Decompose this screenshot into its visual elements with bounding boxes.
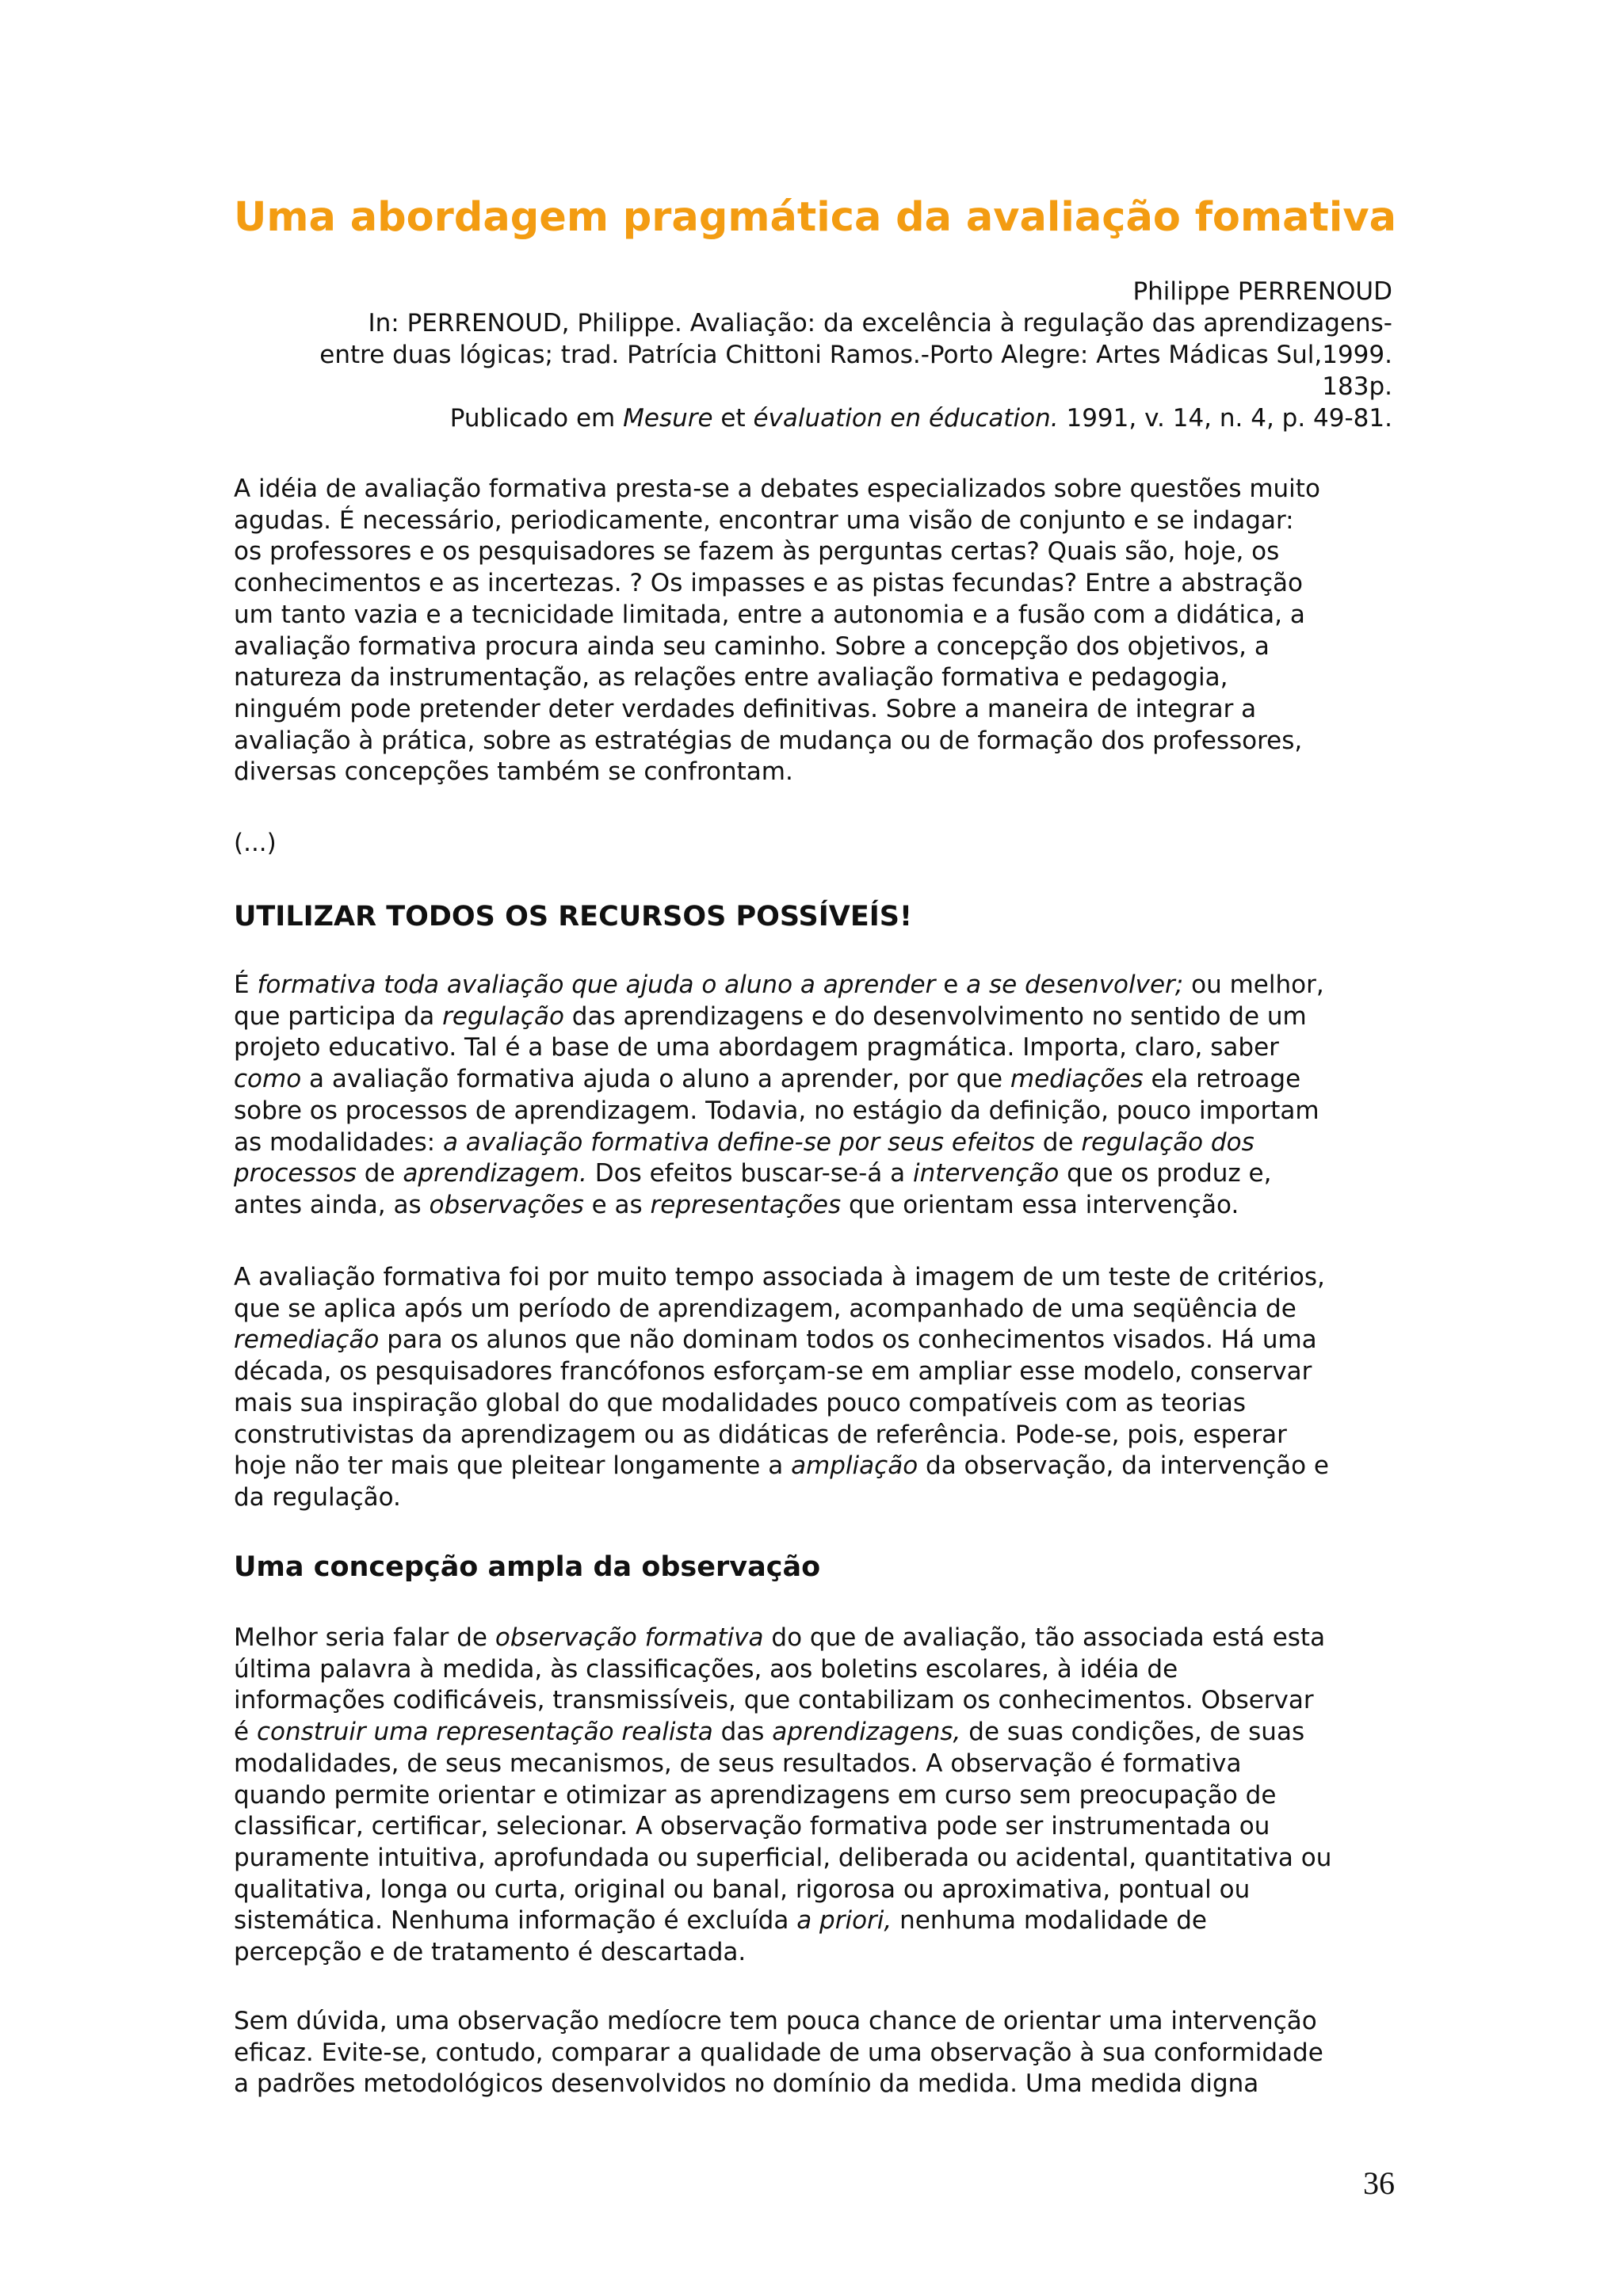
text-line: conhecimentos e as incertezas. ? Os impasses e as pistas fecundas? Entre a abstração	[234, 569, 1303, 598]
paragraph-3	[234, 1623, 1392, 1969]
ellipsis	[234, 828, 1392, 860]
ellipsis-text: (...)	[234, 829, 277, 857]
text-line: remediação para os alunos que não dominam todos os conhecimentos visados. Há uma	[234, 1325, 1317, 1355]
text-line: última palavra à medida, às classificações, aos boletins escolares, à idéia de	[234, 1654, 1178, 1684]
paragraph-1	[234, 970, 1392, 1222]
text-line: é construir uma representação realista das aprendizagens, de suas condições, de suas	[234, 1718, 1305, 1747]
text-line: informações codificáveis, transmissíveis, que contabilizam os conhecimentos. Observar	[234, 1686, 1314, 1715]
text-line: diversas concepções também se confrontam.	[234, 757, 793, 787]
paragraph-4	[234, 2006, 1392, 2100]
text-line: da regulação.	[234, 1482, 401, 1512]
paragraph-2	[234, 1262, 1392, 1514]
text-line: natureza da instrumentação, as relações entre avaliação formativa e pedagogia,	[234, 663, 1228, 692]
section-heading: UTILIZAR TODOS OS RECURSOS POSSÍVEÍS!	[234, 901, 912, 933]
intro-paragraph	[234, 474, 1392, 788]
journal-name-1: Mesure	[623, 404, 713, 433]
text-line: a padrões metodológicos desenvolvidos no domínio da medida. Uma medida digna	[234, 2069, 1259, 2099]
text-line: construtivistas da aprendizagem ou as didáticas de referência. Pode-se, pois, esperar	[234, 1420, 1287, 1449]
source-line-1: In: PERRENOUD, Philippe. Avaliação: da excelência à regulação das aprendizagens-	[368, 309, 1392, 338]
text-line: as modalidades: a avaliação formativa define-se por seus efeitos de regulação dos	[234, 1127, 1254, 1157]
text-line: ninguém pode pretender deter verdades definitivas. Sobre a maneira de integrar a	[234, 694, 1257, 723]
text-line: qualitativa, longa ou curta, original ou banal, rigorosa ou aproximativa, pontual ou	[234, 1875, 1251, 1904]
text-line: que participa da regulação das aprendizagens e do desenvolvimento no sentido de um	[234, 1001, 1307, 1031]
text-line: É formativa toda avaliação que ajuda o aluno a aprender e a se desenvolver; ou melhor,	[234, 971, 1324, 999]
pub-prefix: Publicado em	[449, 404, 624, 433]
text-line: um tanto vazia e a tecnicidade limitada, entre a autonomia e a fusão com a didática, a	[234, 600, 1305, 629]
subheading: Uma concepção ampla da observação	[234, 1551, 821, 1583]
pub-suffix: 1991, v. 14, n. 4, p. 49-81.	[1058, 404, 1392, 433]
text-line: modalidades, de seus mecanismos, de seus resultados. A observação é formativa	[234, 1749, 1242, 1778]
page-title: Uma abordagem pragmática da avaliação fomativa	[234, 194, 1397, 241]
journal-name-2: évaluation en éducation.	[753, 404, 1059, 433]
text-line: A idéia de avaliação formativa presta-se a debates especializados sobre questões muito	[234, 475, 1320, 503]
text-line: sistemática. Nenhuma informação é excluída a priori, nenhuma modalidade de	[234, 1906, 1207, 1936]
text-line: sobre os processos de aprendizagem. Todavia, no estágio da definição, pouco importam	[234, 1096, 1319, 1125]
text-line: como a avaliação formativa ajuda o aluno a aprender, por que mediações ela retroage	[234, 1065, 1301, 1094]
text-line: avaliação à prática, sobre as estratégias de mudança ou de formação dos professores,	[234, 726, 1303, 755]
text-line: puramente intuitiva, aprofundada ou superficial, deliberada ou acidental, quantitativa ou	[234, 1843, 1332, 1872]
text-line: processos de aprendizagem. Dos efeitos buscar-se-á a intervenção que os produz e,	[234, 1159, 1272, 1188]
citation-block	[234, 276, 1392, 434]
text-line: que se aplica após um período de aprendizagem, acompanhado de uma seqüência de	[234, 1294, 1296, 1323]
text-line: Melhor seria falar de observação formativa do que de avaliação, tão associada está esta	[234, 1623, 1326, 1652]
text-line: classificar, certificar, selecionar. A observação formativa pode ser instrumentada ou	[234, 1812, 1270, 1841]
text-line: eficaz. Evite-se, contudo, comparar a qualidade de uma observação à sua conformidade	[234, 2038, 1323, 2067]
text-line: quando permite orientar e otimizar as aprendizagens em curso sem preocupação de	[234, 1780, 1277, 1810]
text-line: antes ainda, as observações e as representações que orientam essa intervenção.	[234, 1190, 1239, 1219]
author-line: Philippe PERRENOUD	[1132, 277, 1392, 306]
text-line: hoje não ter mais que pleitear longamente a ampliação da observação, da intervenção e	[234, 1451, 1329, 1481]
text-line: projeto educativo. Tal é a base de uma abordagem pragmática. Importa, claro, saber	[234, 1033, 1279, 1062]
page-number: 36	[1363, 2165, 1395, 2201]
pub-et: et	[712, 404, 754, 433]
publication-line	[234, 402, 1392, 434]
text-line: agudas. É necessário, periodicamente, encontrar uma visão de conjunto e se indagar:	[234, 505, 1294, 535]
text-line: mais sua inspiração global do que modalidades pouco compatíveis com as teorias	[234, 1388, 1247, 1417]
source-line-2: entre duas lógicas; trad. Patrícia Chittoni Ramos.-Porto Alegre: Artes Mádicas Sul,1999.	[319, 341, 1392, 369]
source-line-3: 183p.	[1322, 372, 1392, 401]
text-line: os professores e os pesquisadores se fazem às perguntas certas? Quais são, hoje, os	[234, 537, 1280, 566]
text-line: percepção e de tratamento é descartada.	[234, 1938, 747, 1967]
text-line: década, os pesquisadores francófonos esforçam-se em ampliar esse modelo, conservar	[234, 1357, 1312, 1386]
text-line: Sem dúvida, uma observação medíocre tem pouca chance de orientar uma intervenção	[234, 2007, 1317, 2035]
text-line: avaliação formativa procura ainda seu caminho. Sobre a concepção dos objetivos, a	[234, 631, 1270, 661]
text-line: A avaliação formativa foi por muito tempo associada à imagem de um teste de critérios,	[234, 1263, 1325, 1291]
